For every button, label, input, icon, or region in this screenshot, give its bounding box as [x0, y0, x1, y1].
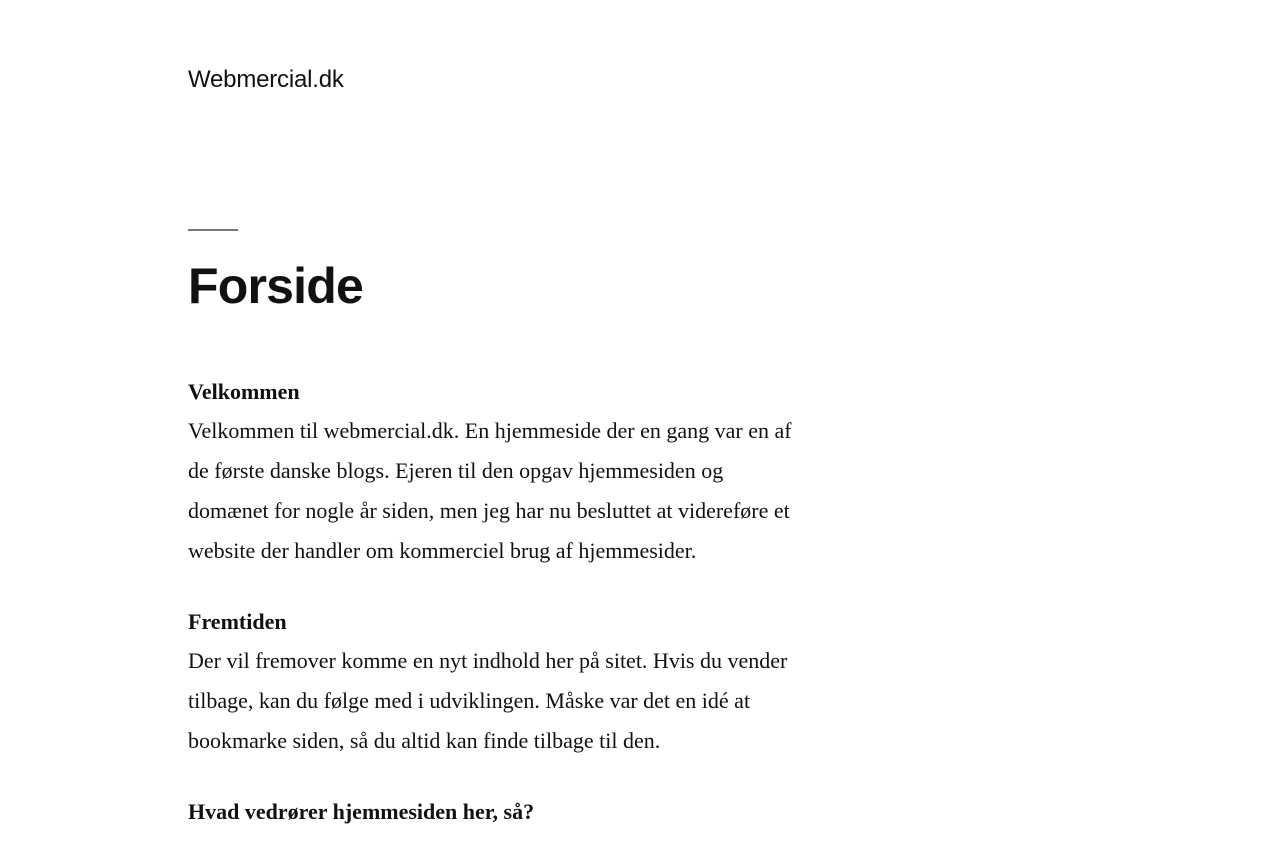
section-fremtiden — [188, 603, 798, 761]
site-header — [188, 64, 344, 96]
section-text: Der vil fremover komme en nyt indhold her på sitet. Hvis du vender tilbage, kan du følge med i udviklingen. Måske var det en idé at bookmarke siden, så du altid kan finde tilbage til den. — [188, 648, 788, 753]
entry-content — [188, 373, 798, 831]
section-heading: Hvad vedrører hjemmesiden her, så? — [188, 799, 535, 824]
section-velkommen — [188, 373, 798, 571]
section-hjemmesiden — [188, 793, 798, 831]
section-heading: Velkommen — [188, 379, 300, 404]
title-divider — [188, 229, 238, 231]
section-heading: Fremtiden — [188, 609, 287, 634]
page-title: Forside — [188, 258, 363, 314]
section-text: Velkommen til webmercial.dk. En hjemmeside der en gang var en af de første danske blogs. Ejeren til den opgav hjemmesiden og domænet for nogle år siden, men jeg har nu besluttet at videreføre et website der handler om kommerciel brug af hjemmesider. — [188, 418, 792, 563]
site-title-link[interactable]: Webmercial.dk — [188, 66, 344, 93]
page-content — [188, 229, 798, 863]
